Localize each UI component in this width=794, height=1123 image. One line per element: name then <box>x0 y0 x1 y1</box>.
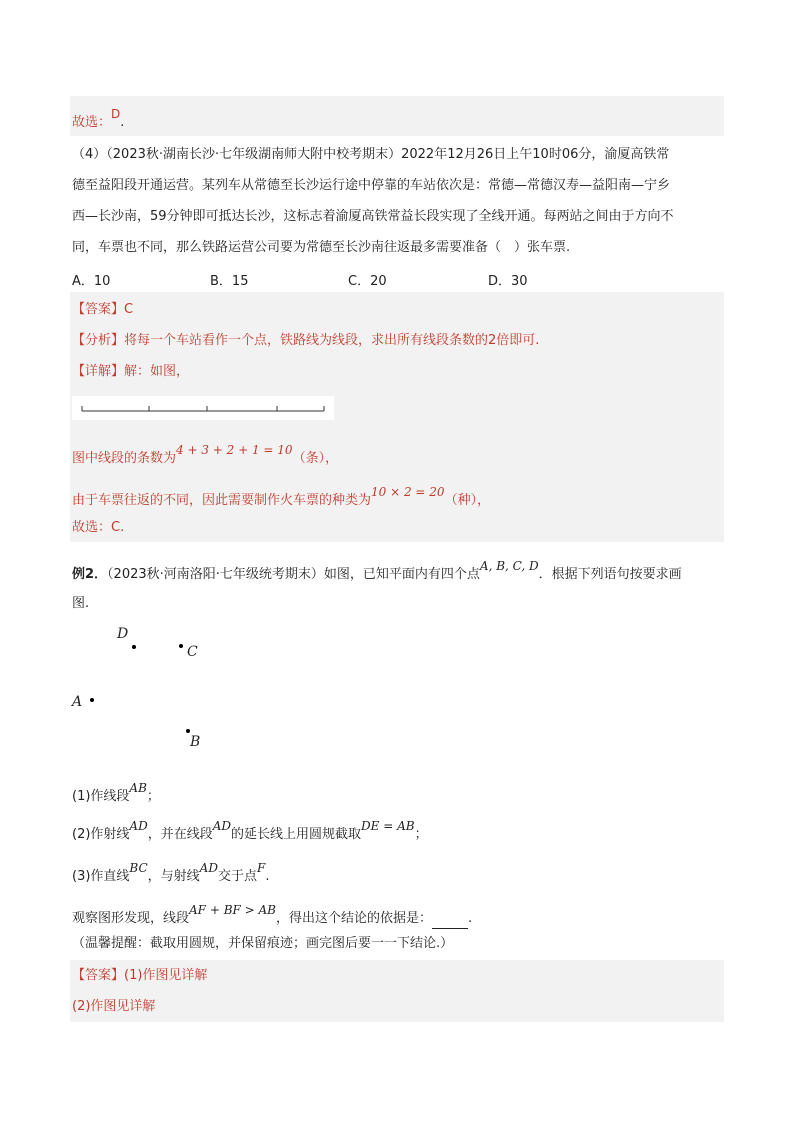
answer-blank[interactable] <box>432 914 468 929</box>
q4-option-c: C．20 <box>348 274 387 289</box>
q4-line-3: 西—长沙南，59分钟即可抵达长沙，这标志着渝厦高铁常益长段实现了全线开通。每两站之间由于方向不 <box>72 209 674 224</box>
prev-choose-answer: D <box>111 107 121 121</box>
q4-ticket-formula: 10 × 2 = 20 <box>371 485 445 499</box>
q4-count-formula: 4 + 3 + 2 + 1 = 10 <box>176 443 293 457</box>
q4-count-line: 图中线段的条数为4 + 3 + 2 + 1 = 10（条）， <box>72 443 339 466</box>
point-d <box>132 645 136 649</box>
ex2-step-3: (3)作直线BC，与射线AD交于点F. <box>72 861 270 884</box>
segment-figure-svg <box>72 396 334 420</box>
prev-choose-line: 故选：D. <box>72 107 125 130</box>
q4-analysis-line: 【分析】将每一个车站看作一个点，铁路线为线段，求出所有线段条数的2倍即可. <box>72 333 540 348</box>
ex2-line-1: 例2．（2023秋·河南洛阳·七年级统考期末）如图，已知平面内有四个点A, B, C, D．根据下列语句按要求画 <box>72 559 682 582</box>
point-d-label: D <box>117 626 129 642</box>
q4-line-2: 德至益阳段开通运营。某列车从常德至长沙运行途中停靠的车站依次是：常德—常德汉寿—益阳南—宁乡 <box>72 178 671 193</box>
ex2-points-math: A, B, C, D <box>479 559 539 573</box>
point-a-label: A <box>72 694 83 710</box>
point-c-label: C <box>187 644 198 660</box>
point-b <box>186 729 190 733</box>
q4-option-a: A．10 <box>72 274 111 289</box>
point-c <box>179 644 183 648</box>
point-a <box>90 698 94 702</box>
ex2-observe: 观察图形发现，线段AF + BF > AB，得出这个结论的依据是： . <box>72 908 472 929</box>
q4-choose-line: 故选：C. <box>72 520 125 535</box>
q4-line-4: 同，车票也不同，那么铁路运营公司要为常德至长沙南往返最多需要准备（ ）张车票. <box>72 240 571 255</box>
ex2-step-2: (2)作射线AD，并在线段AD的延长线上用圆规截取DE = AB； <box>72 819 428 842</box>
q4-answer-line: 【答案】C <box>72 302 134 317</box>
q4-option-b: B．15 <box>210 274 249 289</box>
q4-option-d: D．30 <box>488 274 528 289</box>
segment-figure <box>72 396 334 420</box>
ex2-answer-1: 【答案】(1)作图见详解 <box>72 968 208 983</box>
ex2-step-1: (1)作线段AB； <box>72 781 160 804</box>
q4-ticket-line: 由于车票往返的不同，因此需要制作火车票的种类为10 × 2 = 20（种）， <box>72 485 491 508</box>
q4-line-1: （4）（2023秋·湖南长沙·七年级湖南师大附中校考期末）2022年12月26日上午10时06分，渝厦高铁常 <box>72 147 670 162</box>
point-b-label: B <box>190 734 201 750</box>
ex2-answer-2: (2)作图见详解 <box>72 999 156 1014</box>
ex2-line-2: 图. <box>72 596 90 611</box>
q4-detail-line: 【详解】解：如图， <box>72 364 190 379</box>
prev-answer-band <box>70 96 724 136</box>
ex2-hint: （温馨提醒：截取用圆规，并保留痕迹；画完图后要一一下结论.） <box>72 936 454 951</box>
